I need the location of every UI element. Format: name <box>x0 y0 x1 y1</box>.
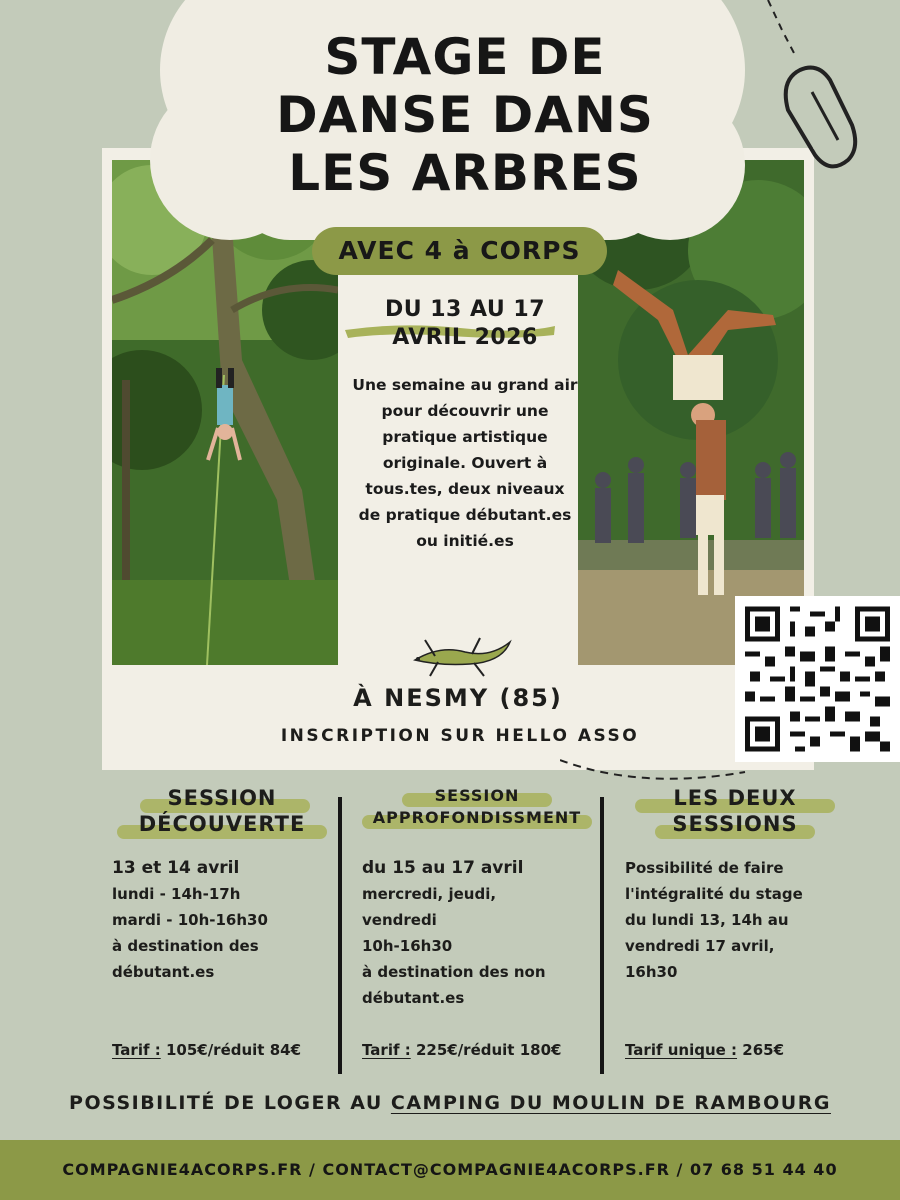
column-divider <box>338 797 342 1074</box>
camping-link[interactable]: CAMPING DU MOULIN DE RAMBOURG <box>390 1092 831 1114</box>
event-description: Une semaine au grand air pour découvrir une pratique artistique originale. Ouvert à tous.tes, deux niveaux de pratique débutant.es ou initié.es <box>352 376 578 550</box>
page-title <box>255 28 675 202</box>
price-value: 105€/réduit 84€ <box>160 1041 301 1059</box>
dates-line: AVRIL 2026 <box>392 325 538 350</box>
session-line: du lundi 13, 14h au <box>625 911 789 929</box>
session-heading <box>112 785 332 847</box>
title-line: DANSE DANS <box>276 86 654 144</box>
carabiner-icon <box>760 0 870 180</box>
gecko-icon <box>410 630 515 680</box>
session-discovery <box>112 785 332 985</box>
session-line: à destination des <box>112 937 259 955</box>
price-value: 265€ <box>737 1041 785 1059</box>
session-title: SESSION <box>167 786 277 810</box>
session-dates: 13 et 14 avril <box>112 858 240 878</box>
session-line: vendredi <box>362 911 437 929</box>
event-location: À NESMY (85) <box>353 684 563 712</box>
session-line: 16h30 <box>625 963 678 981</box>
session-details <box>362 855 592 1011</box>
session-line: à destination des non <box>362 963 546 981</box>
event-dates <box>350 296 580 352</box>
session-details <box>625 855 845 985</box>
session-line: lundi - 14h-17h <box>112 885 241 903</box>
session-both <box>625 785 845 985</box>
session-price <box>625 1041 784 1059</box>
session-heading <box>362 785 592 847</box>
session-dates: du 15 au 17 avril <box>362 858 524 878</box>
contact-footer[interactable]: COMPAGNIE4ACORPS.FR / CONTACT@COMPAGNIE4ACORPS.FR / 07 68 51 44 40 <box>0 1140 900 1200</box>
qr-code[interactable] <box>735 596 900 762</box>
session-title: SESSIONS <box>672 812 798 836</box>
price-label: Tarif unique : <box>625 1041 738 1059</box>
session-line: Possibilité de faire <box>625 859 784 877</box>
session-title: APPROFONDISSMENT <box>372 808 582 827</box>
price-value: 225€/réduit 180€ <box>410 1041 562 1059</box>
registration-info[interactable]: INSCRIPTION SUR HELLO ASSO <box>280 726 640 746</box>
lodging-info <box>0 1092 900 1114</box>
session-price <box>362 1041 561 1059</box>
session-deepening <box>362 785 592 1011</box>
session-title: LES DEUX <box>673 786 797 810</box>
session-heading <box>625 785 845 847</box>
price-label: Tarif : <box>112 1041 161 1059</box>
lodging-text: POSSIBILITÉ DE LOGER AU <box>69 1092 391 1114</box>
column-divider <box>600 797 604 1074</box>
session-line: débutant.es <box>362 989 465 1007</box>
session-line: 10h-16h30 <box>362 937 453 955</box>
price-label: Tarif : <box>362 1041 411 1059</box>
session-line: l'intégralité du stage <box>625 885 803 903</box>
session-title: SESSION <box>434 786 520 805</box>
title-line: STAGE DE <box>324 28 606 86</box>
session-line: vendredi 17 avril, <box>625 937 775 955</box>
subtitle-badge: AVEC 4 à CORPS <box>312 227 607 275</box>
dates-line: DU 13 AU 17 <box>384 297 546 322</box>
session-price <box>112 1041 301 1059</box>
session-line: mercredi, jeudi, <box>362 885 497 903</box>
session-title: DÉCOUVERTE <box>138 812 306 836</box>
session-line: mardi - 10h-16h30 <box>112 911 268 929</box>
title-line: LES ARBRES <box>288 144 642 202</box>
session-details <box>112 855 332 985</box>
session-line: débutant.es <box>112 963 215 981</box>
dashed-rope <box>560 750 750 790</box>
